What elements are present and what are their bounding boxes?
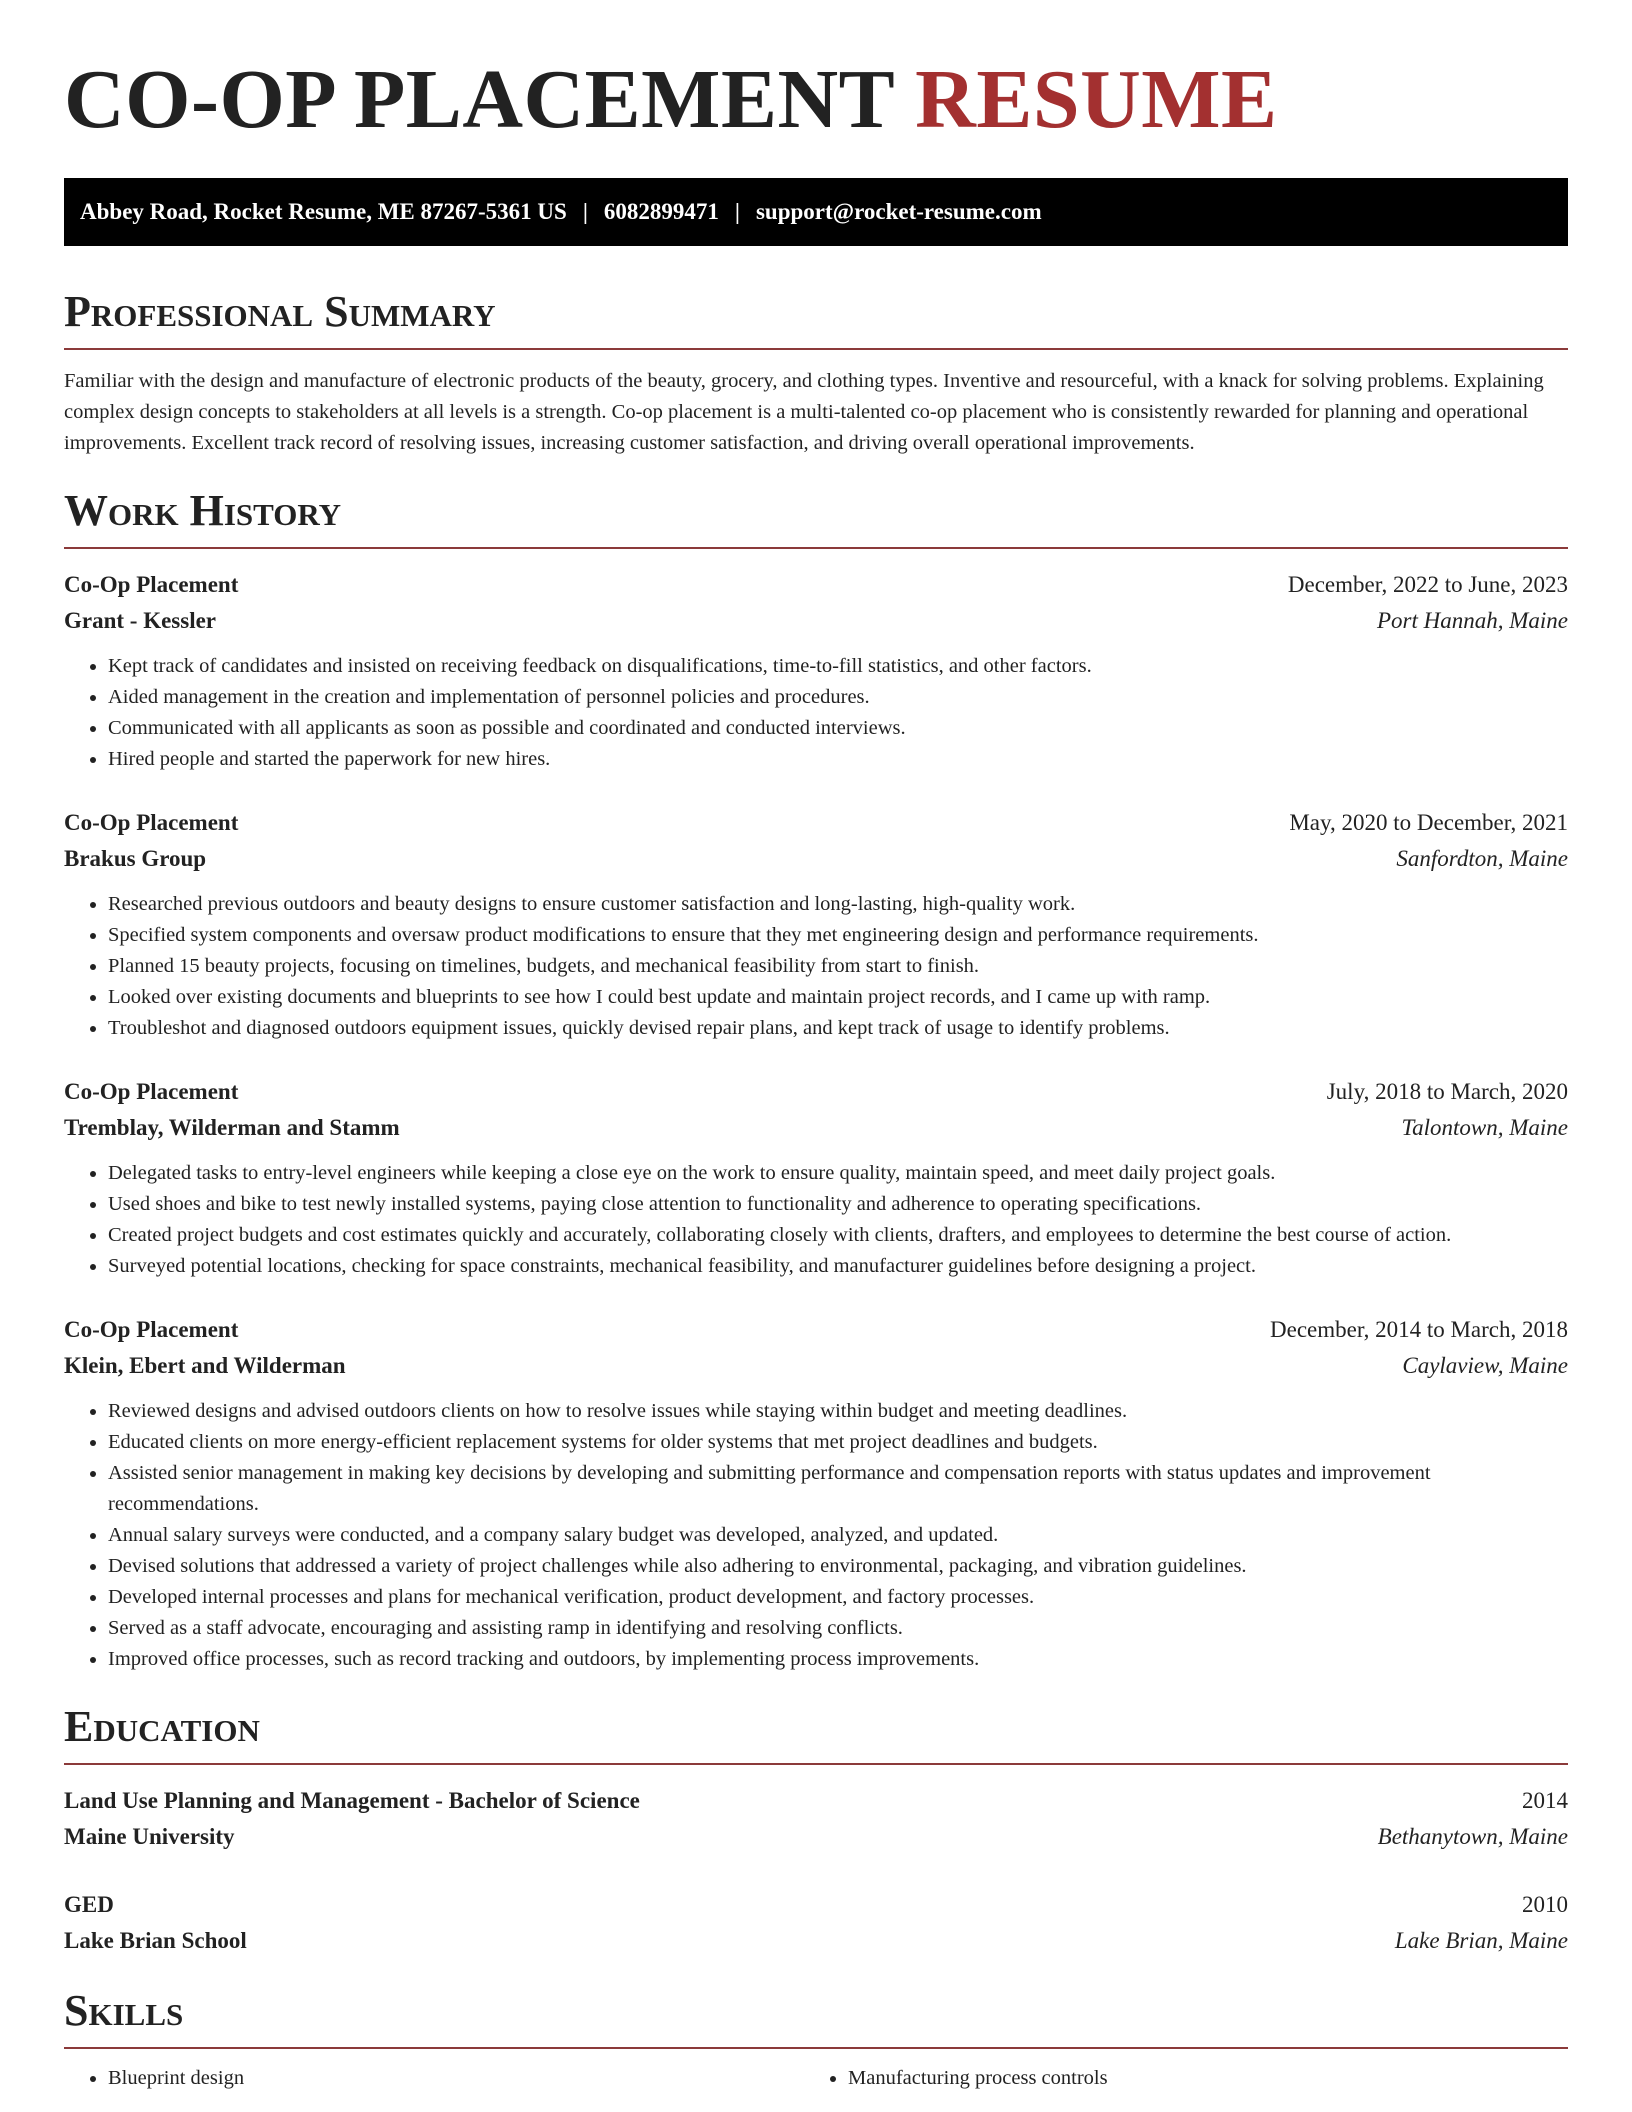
contact-email: support@rocket-resume.com [755,199,1042,224]
list-item: • Reviewed designs and advised outdoors clients on how to resolve issues while staying within budget and meeting deadlines. [108,1396,1568,1427]
job-location: Port Hannah, Maine [1376,608,1568,633]
education-location: Bethanytown, Maine [1377,1824,1568,1849]
list-item: • Kept track of candidates and insisted on receiving feedback on disqualifications, time-to-fill statistics, and other factors. [108,651,1568,682]
contact-bar [64,178,1568,246]
list-item: • Manufacturing process controls [848,2063,1544,2094]
list-item: • Served as a staff advocate, encouraging and assisting ramp in identifying and resolving conflicts. [108,1613,1568,1644]
list-item: • Educated clients on more energy-efficient replacement systems for older systems that met project deadlines and budgets. [108,1427,1568,1458]
list-item: • Hired people and started the paperwork for new hires. [108,744,1568,775]
education-section [64,1702,1568,1959]
skills-columns [64,2063,1568,2094]
education-year: 2010 [1522,1892,1568,1917]
list-item: • Annual salary surveys were conducted, and a company salary budget was developed, analyzed, and updated. [108,1520,1568,1551]
job-entry [64,1312,1568,1675]
list-item: • Devised solutions that addressed a variety of project challenges while also adhering to environmental, packaging, and vibration guidelines. [108,1551,1568,1582]
list-item: • Surveyed potential locations, checking for space constraints, mechanical feasibility, and manufacturer guidelines before designing a project. [108,1251,1568,1282]
list-item: • Planned 15 beauty projects, focusing on timelines, budgets, and mechanical feasibility from start to finish. [108,951,1568,982]
contact-phone: 6082899471 [603,199,719,224]
summary-section [64,287,1568,459]
skills-heading: Skills [64,1989,1568,2049]
list-item: • Communicated with all applicants as soon as possible and coordinated and conducted interviews. [108,713,1568,744]
job-dates: December, 2022 to June, 2023 [1287,572,1568,597]
contact-separator: | [582,199,588,224]
list-item: • Troubleshot and diagnosed outdoors equipment issues, quickly devised repair plans, and kept track of usage to identify problems. [108,1013,1568,1044]
list-item: • Assisted senior management in making key decisions by developing and submitting performance and compensation reports with status updates and improvement recommendations. [108,1458,1568,1520]
skills-right-column [804,2063,1544,2094]
job-title: Co-Op Placement [64,1079,239,1104]
job-company: Grant - Kessler [64,608,217,633]
summary-heading: Professional Summary [64,290,1568,350]
education-degree: GED [64,1892,114,1917]
title-accent: RESUME [915,53,1278,146]
job-bullets [64,889,1568,1044]
list-item: • Delegated tasks to entry-level engineers while keeping a close eye on the work to ensure quality, maintain speed, and meet daily project goals. [108,1158,1568,1189]
list-item: • Used shoes and bike to test newly installed systems, paying close attention to functionality and adherence to operating specifications. [108,1189,1568,1220]
list-item: • Aided management in the creation and implementation of personnel policies and procedures. [108,682,1568,713]
contact-separator: | [734,199,740,224]
job-bullets [64,1158,1568,1282]
summary-text: Familiar with the design and manufacture of electronic products of the beauty, grocery, and clothing types. Inventive and resourceful, with a knack for solving problems. Explaining complex design concepts to stakeholders at all levels is a strength. Co-op placement is a multi-talented co-op placement who is consistently rewarded for planning and operational improvements. Excellent track record of resolving issues, increasing customer satisfaction, and driving overall operational improvements. [64,370,1544,454]
education-entry [64,1783,1568,1855]
contact-address: Abbey Road, Rocket Resume, ME 87267-5361 US [80,199,567,224]
title-main: CO-OP PLACEMENT [64,53,894,146]
job-title: Co-Op Placement [64,810,239,835]
list-item: • Created project budgets and cost estimates quickly and accurately, collaborating closely with clients, drafters, and employees to determine the best course of action. [108,1220,1568,1251]
list-item: • Researched previous outdoors and beauty designs to ensure customer satisfaction and long-lasting, high-quality work. [108,889,1568,920]
job-dates: July, 2018 to March, 2020 [1326,1079,1568,1104]
page-title [64,53,1568,146]
work-history-heading: Work History [64,489,1568,549]
list-item: • Improved office processes, such as record tracking and outdoors, by implementing process improvements. [108,1644,1568,1675]
job-entry [64,567,1568,775]
job-dates: December, 2014 to March, 2018 [1270,1317,1568,1342]
job-company: Tremblay, Wilderman and Stamm [64,1115,400,1140]
job-company: Brakus Group [64,846,207,871]
job-location: Sanfordton, Maine [1396,846,1568,871]
list-item: • Specified system components and oversaw product modifications to ensure that they met engineering design and performance requirements. [108,920,1568,951]
job-dates: May, 2020 to December, 2021 [1289,810,1568,835]
job-location: Caylaview, Maine [1402,1353,1568,1378]
list-item: • Blueprint design [108,2063,804,2094]
education-heading: Education [64,1705,1568,1765]
skills-section [64,1986,1568,2094]
job-bullets [64,1396,1568,1675]
skills-left-column [64,2063,804,2094]
job-company: Klein, Ebert and Wilderman [64,1353,346,1378]
job-title: Co-Op Placement [64,1317,239,1342]
job-bullets [64,651,1568,775]
job-entry [64,1074,1568,1282]
work-history-section [64,486,1568,1675]
education-entry [64,1887,1568,1959]
education-year: 2014 [1522,1788,1568,1813]
education-degree: Land Use Planning and Management - Bachelor of Science [64,1788,640,1813]
education-location: Lake Brian, Maine [1394,1928,1568,1953]
education-school: Maine University [64,1824,235,1849]
education-school: Lake Brian School [64,1928,247,1953]
job-entry [64,805,1568,1044]
list-item: • Looked over existing documents and blueprints to see how I could best update and maintain project records, and I came up with ramp. [108,982,1568,1013]
job-location: Talontown, Maine [1401,1115,1568,1140]
job-title: Co-Op Placement [64,572,239,597]
list-item: • Developed internal processes and plans for mechanical verification, product development, and factory processes. [108,1582,1568,1613]
